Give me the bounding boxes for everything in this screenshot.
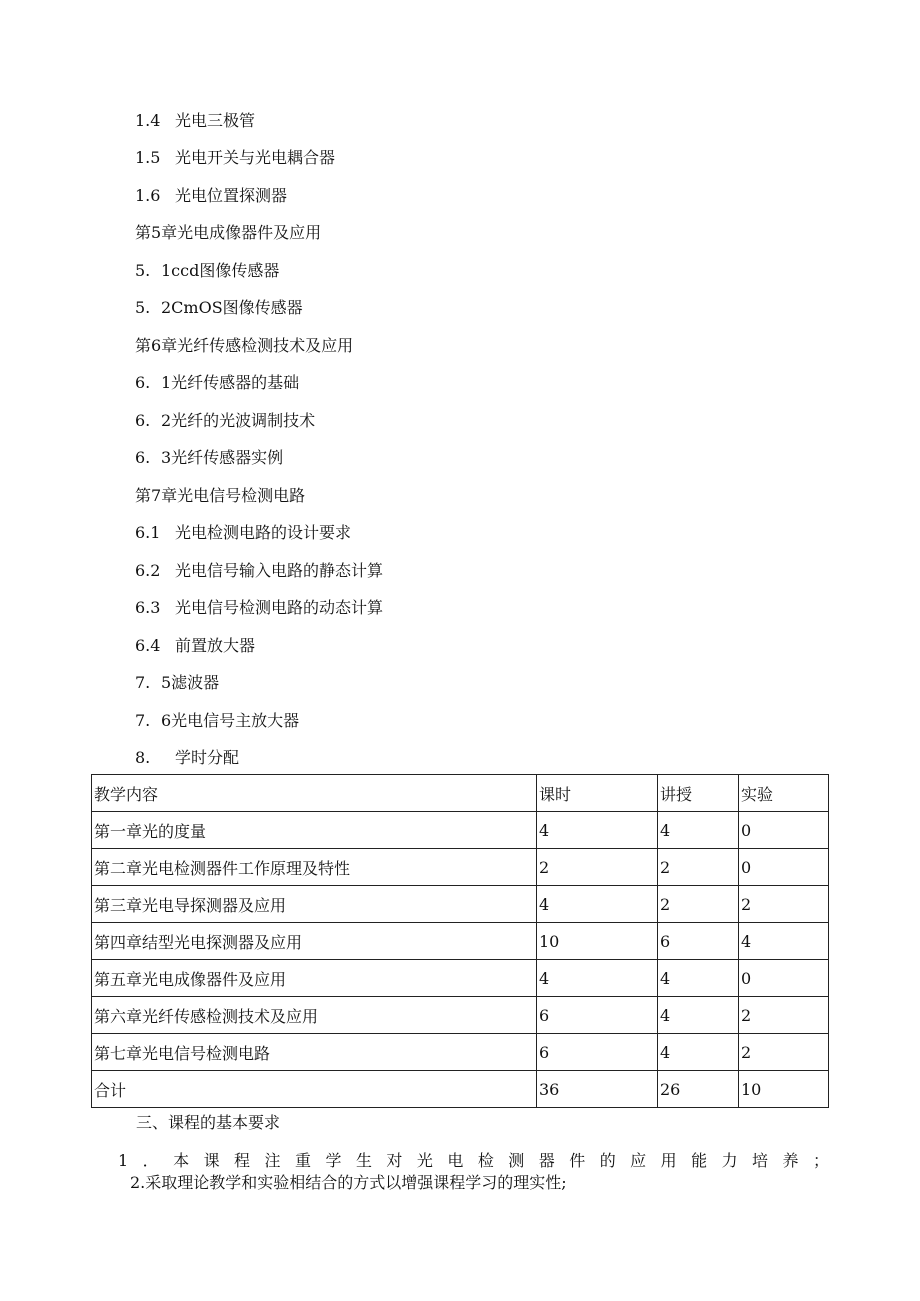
table-cell: 4 bbox=[658, 997, 739, 1034]
table-cell: 6 bbox=[537, 997, 658, 1034]
table-cell: 2 bbox=[739, 886, 829, 923]
outline-item: 5. 2CmOS图像传感器 bbox=[135, 298, 303, 317]
table-cell: 0 bbox=[739, 812, 829, 849]
table-cell: 第二章光电检测器件工作原理及特性 bbox=[92, 849, 537, 886]
table-row bbox=[92, 923, 829, 960]
table-cell: 26 bbox=[658, 1071, 739, 1108]
table-cell: 4 bbox=[658, 960, 739, 997]
requirement-line: 2.采取理论教学和实验相结合的方式以增强课程学习的理实性; bbox=[130, 1173, 567, 1192]
table-cell: 4 bbox=[658, 812, 739, 849]
table-cell: 第五章光电成像器件及应用 bbox=[92, 960, 537, 997]
table-cell: 4 bbox=[537, 812, 658, 849]
outline-item: 7. 6光电信号主放大器 bbox=[135, 711, 300, 730]
outline-item: 5. 1ccd图像传感器 bbox=[135, 261, 280, 280]
table-header-row bbox=[92, 775, 829, 812]
table-cell: 4 bbox=[537, 960, 658, 997]
table-cell: 第一章光的度量 bbox=[92, 812, 537, 849]
outline-item: 8. 学时分配 bbox=[135, 748, 240, 767]
table-total-row bbox=[92, 1071, 829, 1108]
table-cell: 0 bbox=[739, 960, 829, 997]
section-title: 三、课程的基本要求 bbox=[136, 1113, 281, 1132]
table-cell: 6 bbox=[658, 923, 739, 960]
table-cell: 4 bbox=[658, 1034, 739, 1071]
outline-item: 6. 3光纤传感器实例 bbox=[135, 448, 284, 467]
table-cell: 第三章光电导探测器及应用 bbox=[92, 886, 537, 923]
chapter-heading: 第6章光纤传感检测技术及应用 bbox=[135, 336, 354, 355]
outline-item: 1.6 光电位置探测器 bbox=[135, 186, 288, 205]
outline-item: 6.2 光电信号输入电路的静态计算 bbox=[135, 561, 384, 580]
table-cell: 10 bbox=[739, 1071, 829, 1108]
table-cell: 第七章光电信号检测电路 bbox=[92, 1034, 537, 1071]
table-cell: 合计 bbox=[92, 1071, 537, 1108]
table-row bbox=[92, 812, 829, 849]
table-row bbox=[92, 849, 829, 886]
table-cell: 第六章光纤传感检测技术及应用 bbox=[92, 997, 537, 1034]
table-cell: 2 bbox=[537, 849, 658, 886]
table-row bbox=[92, 886, 829, 923]
outline-item: 1.4 光电三极管 bbox=[135, 111, 256, 130]
table-row bbox=[92, 960, 829, 997]
outline-item: 1.5 光电开关与光电耦合器 bbox=[135, 148, 336, 167]
table-header-cell: 讲授 bbox=[658, 775, 739, 812]
table-cell: 10 bbox=[537, 923, 658, 960]
table-cell: 36 bbox=[537, 1071, 658, 1108]
table-header-cell: 教学内容 bbox=[92, 775, 537, 812]
table-cell: 第四章结型光电探测器及应用 bbox=[92, 923, 537, 960]
requirement-line: 1．本课程注重学生对光电检测器件的应用能力培养； bbox=[118, 1151, 829, 1170]
table-header-cell: 实验 bbox=[739, 775, 829, 812]
table-cell: 2 bbox=[739, 1034, 829, 1071]
hours-table bbox=[91, 774, 829, 1108]
table-row bbox=[92, 1034, 829, 1071]
outline-item: 6.3 光电信号检测电路的动态计算 bbox=[135, 598, 384, 617]
table-cell: 6 bbox=[537, 1034, 658, 1071]
table-cell: 2 bbox=[658, 886, 739, 923]
outline-item: 6.1 光电检测电路的设计要求 bbox=[135, 523, 352, 542]
outline-item: 6.4 前置放大器 bbox=[135, 636, 256, 655]
table-cell: 0 bbox=[739, 849, 829, 886]
table-cell: 2 bbox=[739, 997, 829, 1034]
outline-item: 6. 2光纤的光波调制技术 bbox=[135, 411, 316, 430]
table-cell: 4 bbox=[537, 886, 658, 923]
outline-item: 7. 5滤波器 bbox=[135, 673, 220, 692]
chapter-heading: 第5章光电成像器件及应用 bbox=[135, 223, 322, 242]
table-row bbox=[92, 997, 829, 1034]
table-header-cell: 课时 bbox=[537, 775, 658, 812]
outline-item: 6. 1光纤传感器的基础 bbox=[135, 373, 300, 392]
table-cell: 4 bbox=[739, 923, 829, 960]
table-cell: 2 bbox=[658, 849, 739, 886]
chapter-heading: 第7章光电信号检测电路 bbox=[135, 486, 306, 505]
